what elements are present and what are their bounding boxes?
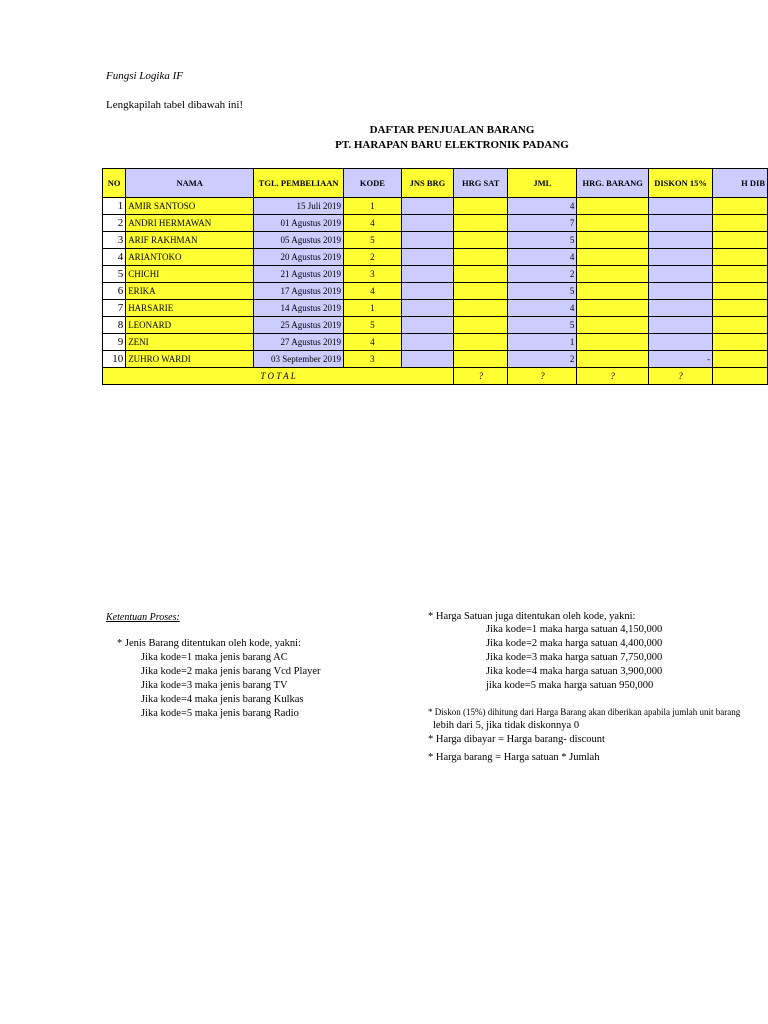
row-no: 8 bbox=[103, 317, 126, 334]
row-diskon: - bbox=[648, 351, 712, 368]
total-jml: ? bbox=[508, 368, 577, 385]
row-tgl: 14 Agustus 2019 bbox=[254, 300, 344, 317]
row-tgl: 15 Juli 2019 bbox=[254, 198, 344, 215]
table-row bbox=[103, 283, 768, 300]
row-hrg-sat bbox=[454, 283, 508, 300]
row-nama: ZENI bbox=[126, 334, 254, 351]
row-harga-dibayar bbox=[713, 351, 768, 368]
row-hrg-sat bbox=[454, 351, 508, 368]
row-jml: 2 bbox=[508, 351, 577, 368]
row-kode: 4 bbox=[343, 283, 401, 300]
table-row bbox=[103, 266, 768, 283]
row-hrg-sat bbox=[454, 317, 508, 334]
row-tgl: 05 Agustus 2019 bbox=[254, 232, 344, 249]
row-jml: 5 bbox=[508, 232, 577, 249]
row-hrg-sat bbox=[454, 266, 508, 283]
col-header-diskon: DISKON 15% bbox=[648, 169, 712, 198]
total-diskon: ? bbox=[648, 368, 712, 385]
row-kode: 5 bbox=[343, 232, 401, 249]
row-jns-brg bbox=[401, 351, 453, 368]
row-tgl: 20 Agustus 2019 bbox=[254, 249, 344, 266]
diskon-rule-line2: lebih dari 5, jika tidak diskonnya 0 bbox=[433, 720, 580, 731]
table-row bbox=[103, 232, 768, 249]
row-no: 4 bbox=[103, 249, 126, 266]
table-row bbox=[103, 215, 768, 232]
row-jns-brg bbox=[401, 300, 453, 317]
row-jml: 4 bbox=[508, 249, 577, 266]
row-tgl: 01 Agustus 2019 bbox=[254, 215, 344, 232]
row-harga-dibayar bbox=[713, 283, 768, 300]
col-header-no: NO bbox=[103, 169, 126, 198]
subtitle: Fungsi Logika IF bbox=[106, 70, 183, 82]
row-hrg-sat bbox=[454, 249, 508, 266]
total-hrg-sat: ? bbox=[454, 368, 508, 385]
row-nama: AMIR SANTOSO bbox=[126, 198, 254, 215]
total-label: T O T A L bbox=[103, 368, 454, 385]
row-hrg-barang bbox=[577, 300, 649, 317]
row-jml: 2 bbox=[508, 266, 577, 283]
col-header-tgl: TGL. PEMBELIAAN bbox=[254, 169, 344, 198]
instruction-text: Lengkapilah tabel dibawah ini! bbox=[106, 99, 244, 111]
row-kode: 4 bbox=[343, 215, 401, 232]
row-harga-dibayar bbox=[713, 266, 768, 283]
row-diskon bbox=[648, 249, 712, 266]
col-header-hrg-sat: HRG SAT bbox=[454, 169, 508, 198]
diskon-rule-line1: * Diskon (15%) dihitung dari Harga Barang akan diberikan apabila jumlah unit barang bbox=[428, 707, 741, 717]
harga-rule-title: * Harga Satuan juga ditentukan oleh kode, yakni: bbox=[428, 611, 636, 622]
row-harga-dibayar bbox=[713, 317, 768, 334]
total-row bbox=[103, 368, 768, 385]
row-diskon bbox=[648, 334, 712, 351]
row-diskon bbox=[648, 317, 712, 334]
col-header-jns-brg: JNS BRG bbox=[401, 169, 453, 198]
row-jns-brg bbox=[401, 215, 453, 232]
table-row bbox=[103, 198, 768, 215]
row-hrg-barang bbox=[577, 334, 649, 351]
row-jns-brg bbox=[401, 266, 453, 283]
row-tgl: 27 Agustus 2019 bbox=[254, 334, 344, 351]
harga-barang-rule: * Harga barang = Harga satuan * Jumlah bbox=[428, 752, 600, 763]
row-kode: 1 bbox=[343, 300, 401, 317]
row-hrg-sat bbox=[454, 198, 508, 215]
table-row bbox=[103, 300, 768, 317]
row-nama: ERIKA bbox=[126, 283, 254, 300]
row-tgl: 25 Agustus 2019 bbox=[254, 317, 344, 334]
row-nama: ZUHRO WARDI bbox=[126, 351, 254, 368]
row-harga-dibayar bbox=[713, 300, 768, 317]
harga-rule-item: Jika kode=3 maka harga satuan 7,750,000 bbox=[486, 652, 663, 663]
row-jml: 5 bbox=[508, 283, 577, 300]
row-hrg-barang bbox=[577, 215, 649, 232]
row-hrg-sat bbox=[454, 215, 508, 232]
row-jml: 4 bbox=[508, 300, 577, 317]
row-harga-dibayar bbox=[713, 249, 768, 266]
row-harga-dibayar bbox=[713, 334, 768, 351]
row-nama: HARSARIE bbox=[126, 300, 254, 317]
harga-rule-item: Jika kode=1 maka harga satuan 4,150,000 bbox=[486, 624, 663, 635]
sales-table bbox=[102, 168, 768, 385]
row-kode: 3 bbox=[343, 351, 401, 368]
row-nama: LEONARD bbox=[126, 317, 254, 334]
row-no: 2 bbox=[103, 215, 126, 232]
jenis-rule-item: Jika kode=5 maka jenis barang Radio bbox=[141, 708, 299, 719]
row-jml: 7 bbox=[508, 215, 577, 232]
row-kode: 3 bbox=[343, 266, 401, 283]
row-tgl: 17 Agustus 2019 bbox=[254, 283, 344, 300]
row-nama: CHICHI bbox=[126, 266, 254, 283]
row-harga-dibayar bbox=[713, 198, 768, 215]
row-nama: ARIF RAKHMAN bbox=[126, 232, 254, 249]
row-hrg-barang bbox=[577, 266, 649, 283]
harga-rule-item: Jika kode=4 maka harga satuan 3,900,000 bbox=[486, 666, 663, 677]
jenis-rule-item: Jika kode=1 maka jenis barang AC bbox=[141, 652, 288, 663]
table-row bbox=[103, 334, 768, 351]
row-hrg-barang bbox=[577, 351, 649, 368]
col-header-hrg-barang: HRG. BARANG bbox=[577, 169, 649, 198]
jenis-rule-item: Jika kode=4 maka jenis barang Kulkas bbox=[141, 694, 304, 705]
row-diskon bbox=[648, 266, 712, 283]
harga-dibayar-rule: * Harga dibayar = Harga barang- discount bbox=[428, 734, 605, 745]
row-no: 7 bbox=[103, 300, 126, 317]
row-jns-brg bbox=[401, 232, 453, 249]
harga-rule-item: jika kode=5 maka harga satuan 950,000 bbox=[486, 680, 654, 691]
total-harga-dibayar bbox=[713, 368, 768, 385]
row-jns-brg bbox=[401, 249, 453, 266]
jenis-rule-title: * Jenis Barang ditentukan oleh kode, yakni: bbox=[117, 638, 302, 649]
row-kode: 4 bbox=[343, 334, 401, 351]
company-title: PT. HARAPAN BARU ELEKTRONIK PADANG bbox=[335, 139, 569, 151]
row-no: 10 bbox=[103, 351, 126, 368]
row-diskon bbox=[648, 283, 712, 300]
row-nama: ARIANTOKO bbox=[126, 249, 254, 266]
row-hrg-barang bbox=[577, 198, 649, 215]
row-diskon bbox=[648, 232, 712, 249]
col-header-nama: NAMA bbox=[126, 169, 254, 198]
row-kode: 1 bbox=[343, 198, 401, 215]
row-hrg-sat bbox=[454, 232, 508, 249]
table-title: DAFTAR PENJUALAN BARANG bbox=[369, 124, 535, 136]
row-jns-brg bbox=[401, 283, 453, 300]
row-jml: 4 bbox=[508, 198, 577, 215]
row-hrg-barang bbox=[577, 232, 649, 249]
table-row bbox=[103, 351, 768, 368]
row-tgl: 03 September 2019 bbox=[254, 351, 344, 368]
row-no: 3 bbox=[103, 232, 126, 249]
row-jns-brg bbox=[401, 317, 453, 334]
rules-heading: Ketentuan Proses: bbox=[106, 612, 180, 623]
row-tgl: 21 Agustus 2019 bbox=[254, 266, 344, 283]
row-diskon bbox=[648, 300, 712, 317]
row-hrg-barang bbox=[577, 317, 649, 334]
row-no: 9 bbox=[103, 334, 126, 351]
row-jns-brg bbox=[401, 198, 453, 215]
row-harga-dibayar bbox=[713, 215, 768, 232]
col-header-jml: JML bbox=[508, 169, 577, 198]
row-kode: 2 bbox=[343, 249, 401, 266]
jenis-rule-item: Jika kode=3 maka jenis barang TV bbox=[141, 680, 288, 691]
row-hrg-barang bbox=[577, 249, 649, 266]
table-row bbox=[103, 317, 768, 334]
row-hrg-barang bbox=[577, 283, 649, 300]
row-hrg-sat bbox=[454, 334, 508, 351]
row-no: 6 bbox=[103, 283, 126, 300]
row-jml: 1 bbox=[508, 334, 577, 351]
row-hrg-sat bbox=[454, 300, 508, 317]
harga-rule-item: Jika kode=2 maka harga satuan 4,400,000 bbox=[486, 638, 663, 649]
row-jns-brg bbox=[401, 334, 453, 351]
total-hrg-barang: ? bbox=[577, 368, 649, 385]
row-diskon bbox=[648, 215, 712, 232]
row-nama: ANDRI HERMAWAN bbox=[126, 215, 254, 232]
row-diskon bbox=[648, 198, 712, 215]
row-kode: 5 bbox=[343, 317, 401, 334]
row-jml: 5 bbox=[508, 317, 577, 334]
row-harga-dibayar bbox=[713, 232, 768, 249]
row-no: 5 bbox=[103, 266, 126, 283]
jenis-rule-item: Jika kode=2 maka jenis barang Vcd Player bbox=[141, 666, 321, 677]
row-no: 1 bbox=[103, 198, 126, 215]
col-header-kode: KODE bbox=[343, 169, 401, 198]
table-row bbox=[103, 249, 768, 266]
col-header-harga-dibayar: H DIB bbox=[713, 169, 768, 198]
